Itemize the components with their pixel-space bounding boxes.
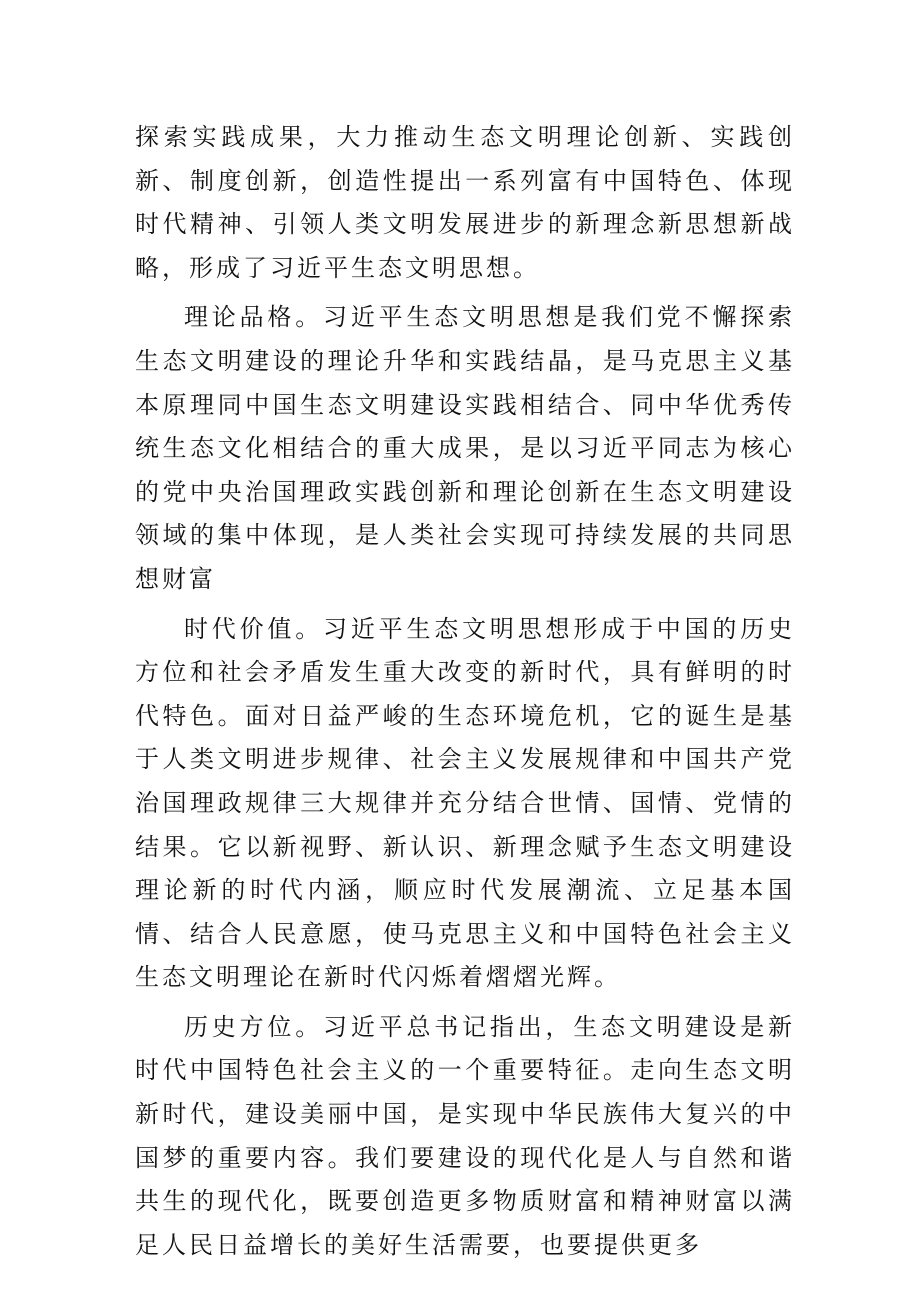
paragraph-historical-position: 历史方位。习近平总书记指出，生态文明建设是新时代中国特色社会主义的一个重要特征。走向生态文明新时代，建设美丽中国，是实现中华民族伟大复兴的中国梦的重要内容。我们要建设的现代化是人与自然和谐共生的现代化，既要创造更多物质财富和精神财富以满足人民日益增长的美好生活需要，也要提供更多 bbox=[135, 1012, 795, 1259]
paragraph-era-value: 时代价值。习近平生态文明思想形成于中国的历史方位和社会矛盾发生重大改变的新时代，具有鲜明的时代特色。面对日益严峻的生态环境危机，它的诞生是基于人类文明进步规律、社会主义发展规律和中国共产党治国理政规律三大规律并充分结合世情、国情、党情的结果。它以新视野、新认识、新理念赋予生态文明建设理论新的时代内涵，顺应时代发展潮流、立足基本国情、结合人民意愿，使马克思主义和中国特色社会主义生态文明理论在新时代闪烁着熠熠光辉。 bbox=[135, 614, 795, 992]
document-body bbox=[135, 116, 795, 1273]
paragraph-theoretical-character: 理论品格。习近平生态文明思想是我们党不懈探索生态文明建设的理论升华和实践结晶，是马克思主义基本原理同中国生态文明建设实践相结合、同中华优秀传统生态文化相结合的重大成果，是以习近平同志为核心的党中央治国理政实践创新和理论创新在生态文明建设领域的集中体现，是人类社会实现可持续发展的共同思想财富 bbox=[135, 303, 795, 593]
paragraph-continuation: 探索实践成果，大力推动生态文明理论创新、实践创新、制度创新，创造性提出一系列富有中国特色、体现时代精神、引领人类文明发展进步的新理念新思想新战略，形成了习近平生态文明思想。 bbox=[135, 123, 795, 282]
